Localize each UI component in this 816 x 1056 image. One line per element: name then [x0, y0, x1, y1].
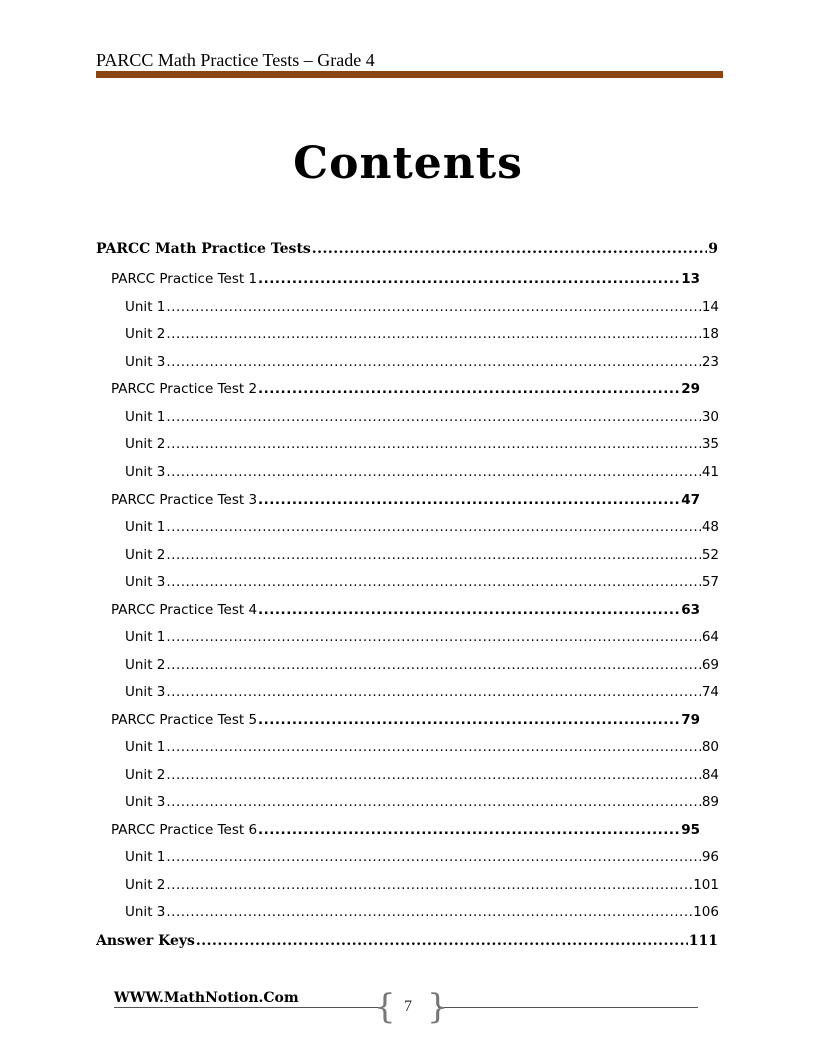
toc-test-entry[interactable] [111, 602, 700, 618]
toc-entry-label: Unit 3 [125, 464, 166, 480]
toc-test-entry[interactable] [111, 712, 700, 728]
toc-entry-label: Answer Keys [96, 933, 195, 949]
toc-entry-page: 79 [681, 712, 700, 728]
toc-unit-entry[interactable] [125, 354, 719, 370]
contents-title: Contents [293, 138, 523, 189]
toc-dot-leader [258, 602, 680, 618]
toc-dot-leader [166, 877, 692, 893]
toc-test-entry[interactable] [111, 492, 700, 508]
toc-dot-leader [166, 657, 700, 673]
toc-entry-label: Unit 2 [125, 326, 166, 342]
toc-entry-page: 111 [688, 933, 718, 949]
toc-entry-label: Unit 3 [125, 794, 166, 810]
toc-entry-label: Unit 3 [125, 574, 166, 590]
toc-dot-leader [166, 519, 700, 535]
toc-entry-page: 89 [701, 794, 719, 810]
toc-unit-entry[interactable] [125, 409, 719, 425]
toc-entry-label: Unit 1 [125, 849, 166, 865]
toc-entry-label: PARCC Practice Test 1 [111, 271, 258, 287]
toc-dot-leader [258, 492, 680, 508]
toc-dot-leader [166, 684, 700, 700]
footer-rule-right [438, 1007, 698, 1008]
toc-unit-entry[interactable] [125, 904, 719, 920]
toc-entry-label: PARCC Practice Test 3 [111, 492, 258, 508]
toc-unit-entry[interactable] [125, 877, 719, 893]
toc-entry-page: 106 [693, 904, 719, 920]
toc-entry-page: 52 [701, 547, 719, 563]
toc-unit-entry[interactable] [125, 629, 719, 645]
toc-entry-label: Unit 3 [125, 354, 166, 370]
toc-entry-page: 48 [701, 519, 719, 535]
toc-section-entry[interactable] [96, 933, 718, 949]
toc-entry-label: Unit 1 [125, 409, 166, 425]
toc-dot-leader [166, 794, 700, 810]
toc-dot-leader [166, 326, 700, 342]
left-bracket-icon: { [374, 987, 396, 1027]
toc-unit-entry[interactable] [125, 464, 719, 480]
toc-dot-leader [166, 849, 700, 865]
toc-unit-entry[interactable] [125, 574, 719, 590]
toc-dot-leader [166, 547, 700, 563]
toc-entry-label: Unit 1 [125, 299, 166, 315]
toc-unit-entry[interactable] [125, 739, 719, 755]
toc-entry-label: Unit 2 [125, 767, 166, 783]
toc-dot-leader [312, 241, 707, 257]
toc-entry-page: 29 [681, 381, 700, 397]
toc-entry-label: Unit 2 [125, 657, 166, 673]
toc-section-entry[interactable] [96, 241, 718, 257]
toc-unit-entry[interactable] [125, 657, 719, 673]
toc-dot-leader [166, 409, 700, 425]
right-bracket-icon: } [427, 987, 449, 1027]
toc-entry-page: 101 [693, 877, 719, 893]
toc-dot-leader [166, 739, 700, 755]
toc-entry-page: 74 [701, 684, 719, 700]
page-number: 7 [404, 998, 412, 1015]
toc-dot-leader [166, 464, 700, 480]
toc-entry-label: PARCC Practice Test 4 [111, 602, 258, 618]
toc-entry-page: 14 [701, 299, 719, 315]
toc-dot-leader [258, 271, 680, 287]
toc-entry-label: Unit 3 [125, 904, 166, 920]
toc-test-entry[interactable] [111, 822, 700, 838]
toc-entry-label: PARCC Practice Test 5 [111, 712, 258, 728]
toc-entry-page: 80 [701, 739, 719, 755]
toc-entry-page: 57 [701, 574, 719, 590]
toc-entry-page: 84 [701, 767, 719, 783]
toc-dot-leader [166, 436, 700, 452]
toc-dot-leader [166, 354, 700, 370]
toc-entry-page: 9 [708, 241, 718, 257]
toc-entry-label: Unit 2 [125, 547, 166, 563]
toc-entry-page: 95 [681, 822, 700, 838]
toc-entry-page: 18 [701, 326, 719, 342]
toc-entry-page: 41 [701, 464, 719, 480]
toc-entry-label: Unit 1 [125, 519, 166, 535]
toc-unit-entry[interactable] [125, 326, 719, 342]
toc-entry-page: 30 [701, 409, 719, 425]
toc-entry-label: Unit 1 [125, 739, 166, 755]
toc-entry-page: 23 [701, 354, 719, 370]
toc-dot-leader [258, 822, 680, 838]
toc-entry-page: 64 [701, 629, 719, 645]
header-rule [96, 71, 723, 78]
toc-dot-leader [166, 574, 700, 590]
toc-entry-page: 13 [681, 271, 700, 287]
toc-unit-entry[interactable] [125, 519, 719, 535]
toc-dot-leader [196, 933, 688, 949]
toc-unit-entry[interactable] [125, 794, 719, 810]
toc-dot-leader [258, 712, 680, 728]
toc-entry-page: 35 [701, 436, 719, 452]
toc-unit-entry[interactable] [125, 436, 719, 452]
toc-dot-leader [166, 904, 692, 920]
toc-entry-label: Unit 1 [125, 629, 166, 645]
toc-unit-entry[interactable] [125, 299, 719, 315]
toc-entry-page: 47 [681, 492, 700, 508]
page-header-title: PARCC Math Practice Tests – Grade 4 [96, 50, 375, 70]
toc-dot-leader [258, 381, 680, 397]
toc-entry-label: PARCC Math Practice Tests [96, 241, 311, 257]
toc-dot-leader [166, 299, 700, 315]
toc-entry-label: PARCC Practice Test 6 [111, 822, 258, 838]
toc-test-entry[interactable] [111, 271, 700, 287]
toc-entry-label: PARCC Practice Test 2 [111, 381, 258, 397]
toc-unit-entry[interactable] [125, 767, 719, 783]
toc-unit-entry[interactable] [125, 547, 719, 563]
toc-entry-label: Unit 3 [125, 684, 166, 700]
toc-entry-page: 69 [701, 657, 719, 673]
toc-entry-label: Unit 2 [125, 877, 166, 893]
toc-entry-page: 96 [701, 849, 719, 865]
toc-unit-entry[interactable] [125, 684, 719, 700]
toc-entry-page: 63 [681, 602, 700, 618]
toc-dot-leader [166, 629, 700, 645]
toc-dot-leader [166, 767, 700, 783]
footer-rule-left [114, 1007, 380, 1008]
toc-unit-entry[interactable] [125, 849, 719, 865]
toc-entry-label: Unit 2 [125, 436, 166, 452]
footer-website: WWW.MathNotion.Com [114, 990, 299, 1006]
toc-test-entry[interactable] [111, 381, 700, 397]
